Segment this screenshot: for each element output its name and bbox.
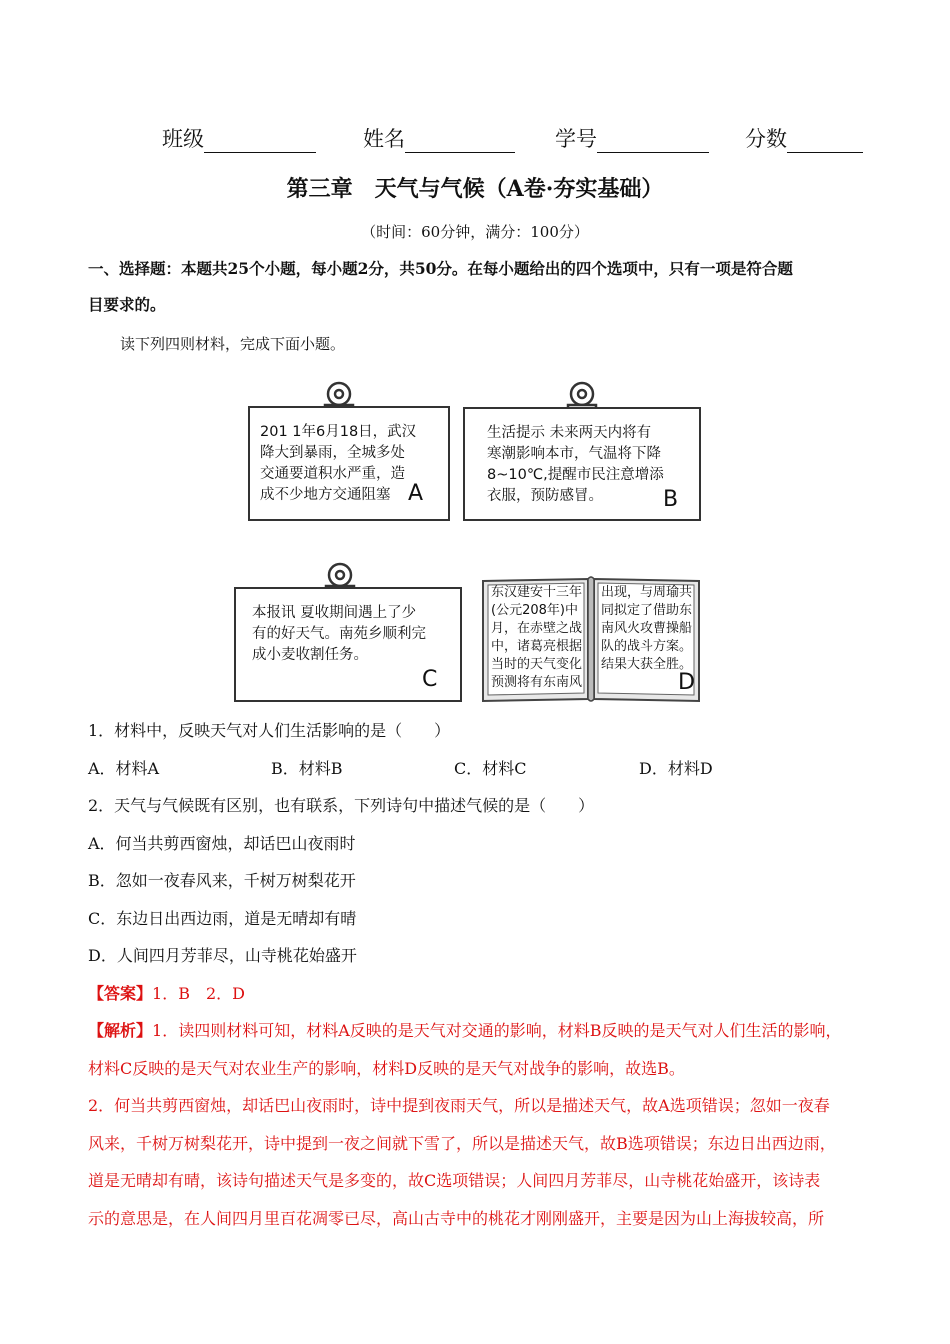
page-subtitle: （时间：60分钟，满分：100分）	[361, 223, 589, 241]
material-d-line: 预测将有东南风	[491, 675, 583, 690]
material-a-line: 201 1年6月18日，武汉	[260, 424, 417, 440]
material-d-line: 结果大获全胜。	[601, 657, 693, 672]
analysis-line-6: 示的意思是，在人间四月里百花凋零已尽，高山古寺中的桃花才刚刚盛开，主要是因为山上海拔较高，所	[88, 1209, 825, 1228]
student-id-field[interactable]	[555, 123, 709, 153]
class-blank[interactable]	[204, 130, 316, 153]
material-card-c	[234, 587, 462, 702]
score-field[interactable]	[745, 123, 863, 153]
material-d-line: 南风火攻曹操船	[601, 621, 693, 636]
name-label: 姓名	[363, 127, 405, 151]
q1-option-a[interactable]: A．材料A	[88, 759, 160, 778]
score-blank[interactable]	[787, 130, 863, 153]
material-b-line: 生活提示 未来两天内将有	[487, 425, 652, 441]
analysis-text: 1．读四则材料可知，材料A反映的是天气对交通的影响，材料B反映的是天气对人们生活的影响，	[152, 1021, 842, 1040]
q2-option-a[interactable]: A．何当共剪西窗烛，却话巴山夜雨时	[88, 834, 356, 853]
material-d-line: 当时的天气变化	[491, 657, 583, 672]
student-id-blank[interactable]	[597, 130, 709, 153]
material-a-line: 降大到暴雨，全城多处	[260, 445, 405, 461]
material-b-line: 8~10℃,提醒市民注意增添	[487, 467, 664, 483]
section-heading	[88, 251, 868, 323]
analysis-line-1	[88, 1018, 842, 1041]
analysis-label: 【解析】	[88, 1021, 153, 1040]
q2-option-d[interactable]: D．人间四月芳菲尽，山寺桃花始盛开	[88, 946, 357, 965]
answer-label: 【答案】	[88, 984, 153, 1003]
material-a-line: 成不少地方交通阻塞	[260, 487, 391, 503]
q2-option-b[interactable]: B．忽如一夜春风来，千树万树梨花开	[88, 871, 356, 890]
material-d-line: 月，在赤壁之战	[491, 621, 583, 636]
material-b-letter: B	[663, 487, 679, 512]
material-d-line: 出现，与周瑜共	[601, 585, 693, 600]
material-d-line: (公元208年)中	[491, 603, 578, 618]
material-c-line: 本报讯 夏收期间遇上了少	[252, 605, 417, 621]
question-1-stem: 1．材料中，反映天气对人们生活影响的是（ ）	[88, 721, 451, 740]
material-d-right-page	[601, 584, 692, 674]
section-heading-line2: 目要求的。	[88, 295, 166, 314]
material-c-letter: C	[422, 667, 438, 692]
material-b-line: 寒潮影响本市，气温将下降	[487, 446, 661, 462]
material-c-line: 有的好天气。南苑乡顺利完	[252, 626, 426, 642]
material-d-line: 中，诸葛亮根据	[491, 639, 583, 654]
analysis-line-2: 材料C反映的是天气对农业生产的影响，材料D反映的是天气对战争的影响，故选B。	[88, 1059, 685, 1078]
page-title: 第三章 天气与气候（A卷·夯实基础）	[286, 176, 664, 202]
class-field[interactable]	[162, 123, 316, 153]
name-blank[interactable]	[405, 130, 515, 153]
material-a-line: 交通要道积水严重，造	[260, 466, 405, 482]
q2-option-c[interactable]: C．东边日出西边雨，道是无晴却有晴	[88, 909, 357, 928]
material-d-line: 同拟定了借助东	[601, 603, 693, 618]
student-id-label: 学号	[555, 127, 597, 151]
material-b-line: 衣服，预防感冒。	[487, 488, 603, 504]
material-a-letter: A	[408, 481, 424, 506]
analysis-line-5: 道是无晴却有晴，该诗句描述天气是多变的，故C选项错误；人间四月芳菲尽，山寺桃花始盛开，该诗表	[88, 1171, 821, 1190]
analysis-line-3: 2．何当共剪西窗烛，却话巴山夜雨时，诗中提到夜雨天气，所以是描述天气，故A选项错误；忽如一夜春	[88, 1096, 830, 1115]
class-label: 班级	[162, 127, 204, 151]
q1-option-d[interactable]: D．材料D	[639, 759, 713, 778]
question-2-stem: 2．天气与气候既有区别，也有联系，下列诗句中描述气候的是（ ）	[88, 796, 595, 815]
intro-text: 读下列四则材料，完成下面小题。	[120, 335, 346, 353]
material-d-letter: D	[678, 670, 695, 695]
material-d-line: 队的战斗方案。	[601, 639, 693, 654]
material-card-b	[463, 407, 701, 521]
material-d-line: 东汉建安十三年	[491, 585, 583, 600]
answer-block	[88, 981, 245, 1004]
q1-option-c[interactable]: C．材料C	[454, 759, 527, 778]
name-field[interactable]	[363, 123, 515, 153]
score-label: 分数	[745, 127, 787, 151]
material-c-text	[252, 603, 450, 666]
analysis-line-4: 风来，千树万树梨花开，诗中提到一夜之间就下雪了，所以是描述天气，故B选项错误；东边日出西边雨，	[88, 1134, 836, 1153]
material-c-line: 成小麦收割任务。	[252, 647, 368, 663]
material-b-text	[487, 423, 689, 507]
answer-text: 1．B 2．D	[152, 984, 245, 1003]
material-card-a	[248, 406, 450, 521]
material-d-left-page	[491, 584, 582, 692]
q1-option-b[interactable]: B．材料B	[271, 759, 343, 778]
section-heading-line1: 一、选择题：本题共25个小题，每小题2分，共50分。在每小题给出的四个选项中，只有一项是符合题	[88, 259, 793, 278]
